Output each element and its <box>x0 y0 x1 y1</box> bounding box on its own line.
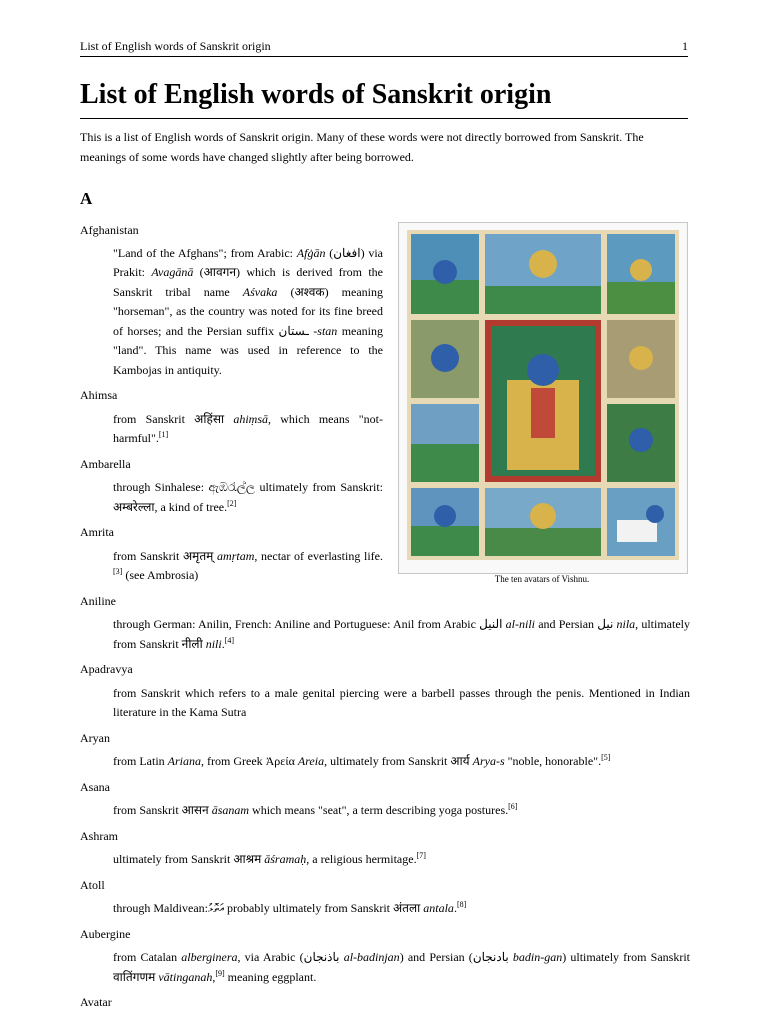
term-avatar: Avatar <box>80 995 112 1009</box>
ref-link[interactable]: [4] <box>224 635 235 645</box>
definition-asana: from Sanskrit आसन āsanam which means "seat", a term describing yoga postures.[6] <box>113 802 518 817</box>
definition-aubergine: from Catalan alberginera, via Arabic (باذنجان al-badinjan) and Persian (بادنجان badin-gan) ultimately from Sanskrit वातिंगणम vātinganah,[9] meaning eggplant. <box>113 950 690 984</box>
ref-link[interactable]: [7] <box>416 851 426 860</box>
figure-caption: The ten avatars of Vishnu. <box>494 574 590 584</box>
definition-apadravya: from Sanskrit which refers to a male genital piercing were a barbell passes through the penis. Mentioned in Indian literature in the Kama Sutra <box>113 685 690 719</box>
term-afghanistan: Afghanistan <box>80 223 139 237</box>
definition-aniline: through German: Anilin, French: Aniline and Portuguese: Anil from Arabic النيل al-nili and Persian نیل nila, ultimately from Sanskrit नीली nili.[4] <box>113 617 690 651</box>
term-asana: Asana <box>80 779 110 794</box>
ref-link[interactable]: [1] <box>158 430 169 439</box>
term-ashram: Ashram <box>80 828 118 843</box>
ref-link[interactable]: [6] <box>508 802 518 811</box>
definition-amrita: from Sanskrit अमृतम् amṛtam, nectar of everlasting life.[3] (see Ambrosia) <box>113 548 383 582</box>
page-number: 1 <box>682 39 688 53</box>
entries-list <box>80 221 690 1013</box>
term-ambarella: Ambarella <box>80 456 131 471</box>
definition-atoll: through Maldivean:އަތޮޅު probably ultimately from Sanskrit अंतला antala.[8] <box>113 900 467 915</box>
article-title: List of English words of Sanskrit origin <box>80 78 688 119</box>
term-apadravya: Apadravya <box>80 662 133 676</box>
ref-link[interactable]: [5] <box>601 753 611 762</box>
running-header <box>80 38 688 57</box>
definition-aryan: from Latin Ariana, from Greek Ἀρεία Areia, ultimately from Sanskrit आर्य Arya-s "noble, honorable".[5] <box>113 753 611 768</box>
intro-paragraph: This is a list of English words of Sanskrit origin. Many of these words were not directly borrowed from Sanskrit. The meanings of some words have changed slightly after being borrowed. <box>80 130 644 164</box>
definition-ahimsa: from Sanskrit अहिंसा ahiṃsā, which means "not-harmful".[1] <box>113 411 384 445</box>
header-title: List of English words of Sanskrit origin <box>80 39 271 53</box>
ref-link[interactable]: [3] <box>113 567 123 576</box>
term-amrita: Amrita <box>80 525 114 539</box>
definition-ambarella: through Sinhalese: ඇඹරැල්ල ultimately from Sanskrit: अम्बरेल्ला, a kind of tree.[2] <box>113 480 383 514</box>
term-atoll: Atoll <box>80 877 105 892</box>
section-heading-a: A <box>80 189 93 208</box>
term-ahimsa: Ahimsa <box>80 388 118 402</box>
definition-afghanistan: "Land of the Afghans"; from Arabic: Afġān (افغان) via Prakit: Avagānā (आवगन) which is derived from the Sanskrit tribal name Aśvaka (अश्वक) meaning "horseman", as the country was noted for its fine breed of horses; and the Persian suffix ـستان -stan meaning "land". This name was used in reference to the Kambojas in antiquity. <box>113 245 384 377</box>
ref-link[interactable]: [8] <box>456 900 467 909</box>
ref-link[interactable]: [2] <box>227 498 237 508</box>
ref-link[interactable]: [9] <box>215 968 225 978</box>
term-aubergine: Aubergine <box>80 926 131 941</box>
term-aryan: Aryan <box>80 730 110 745</box>
definition-ashram: ultimately from Sanskrit आश्रम āśramaḥ, a religious hermitage.[7] <box>113 851 426 866</box>
term-aniline: Aniline <box>80 593 116 608</box>
